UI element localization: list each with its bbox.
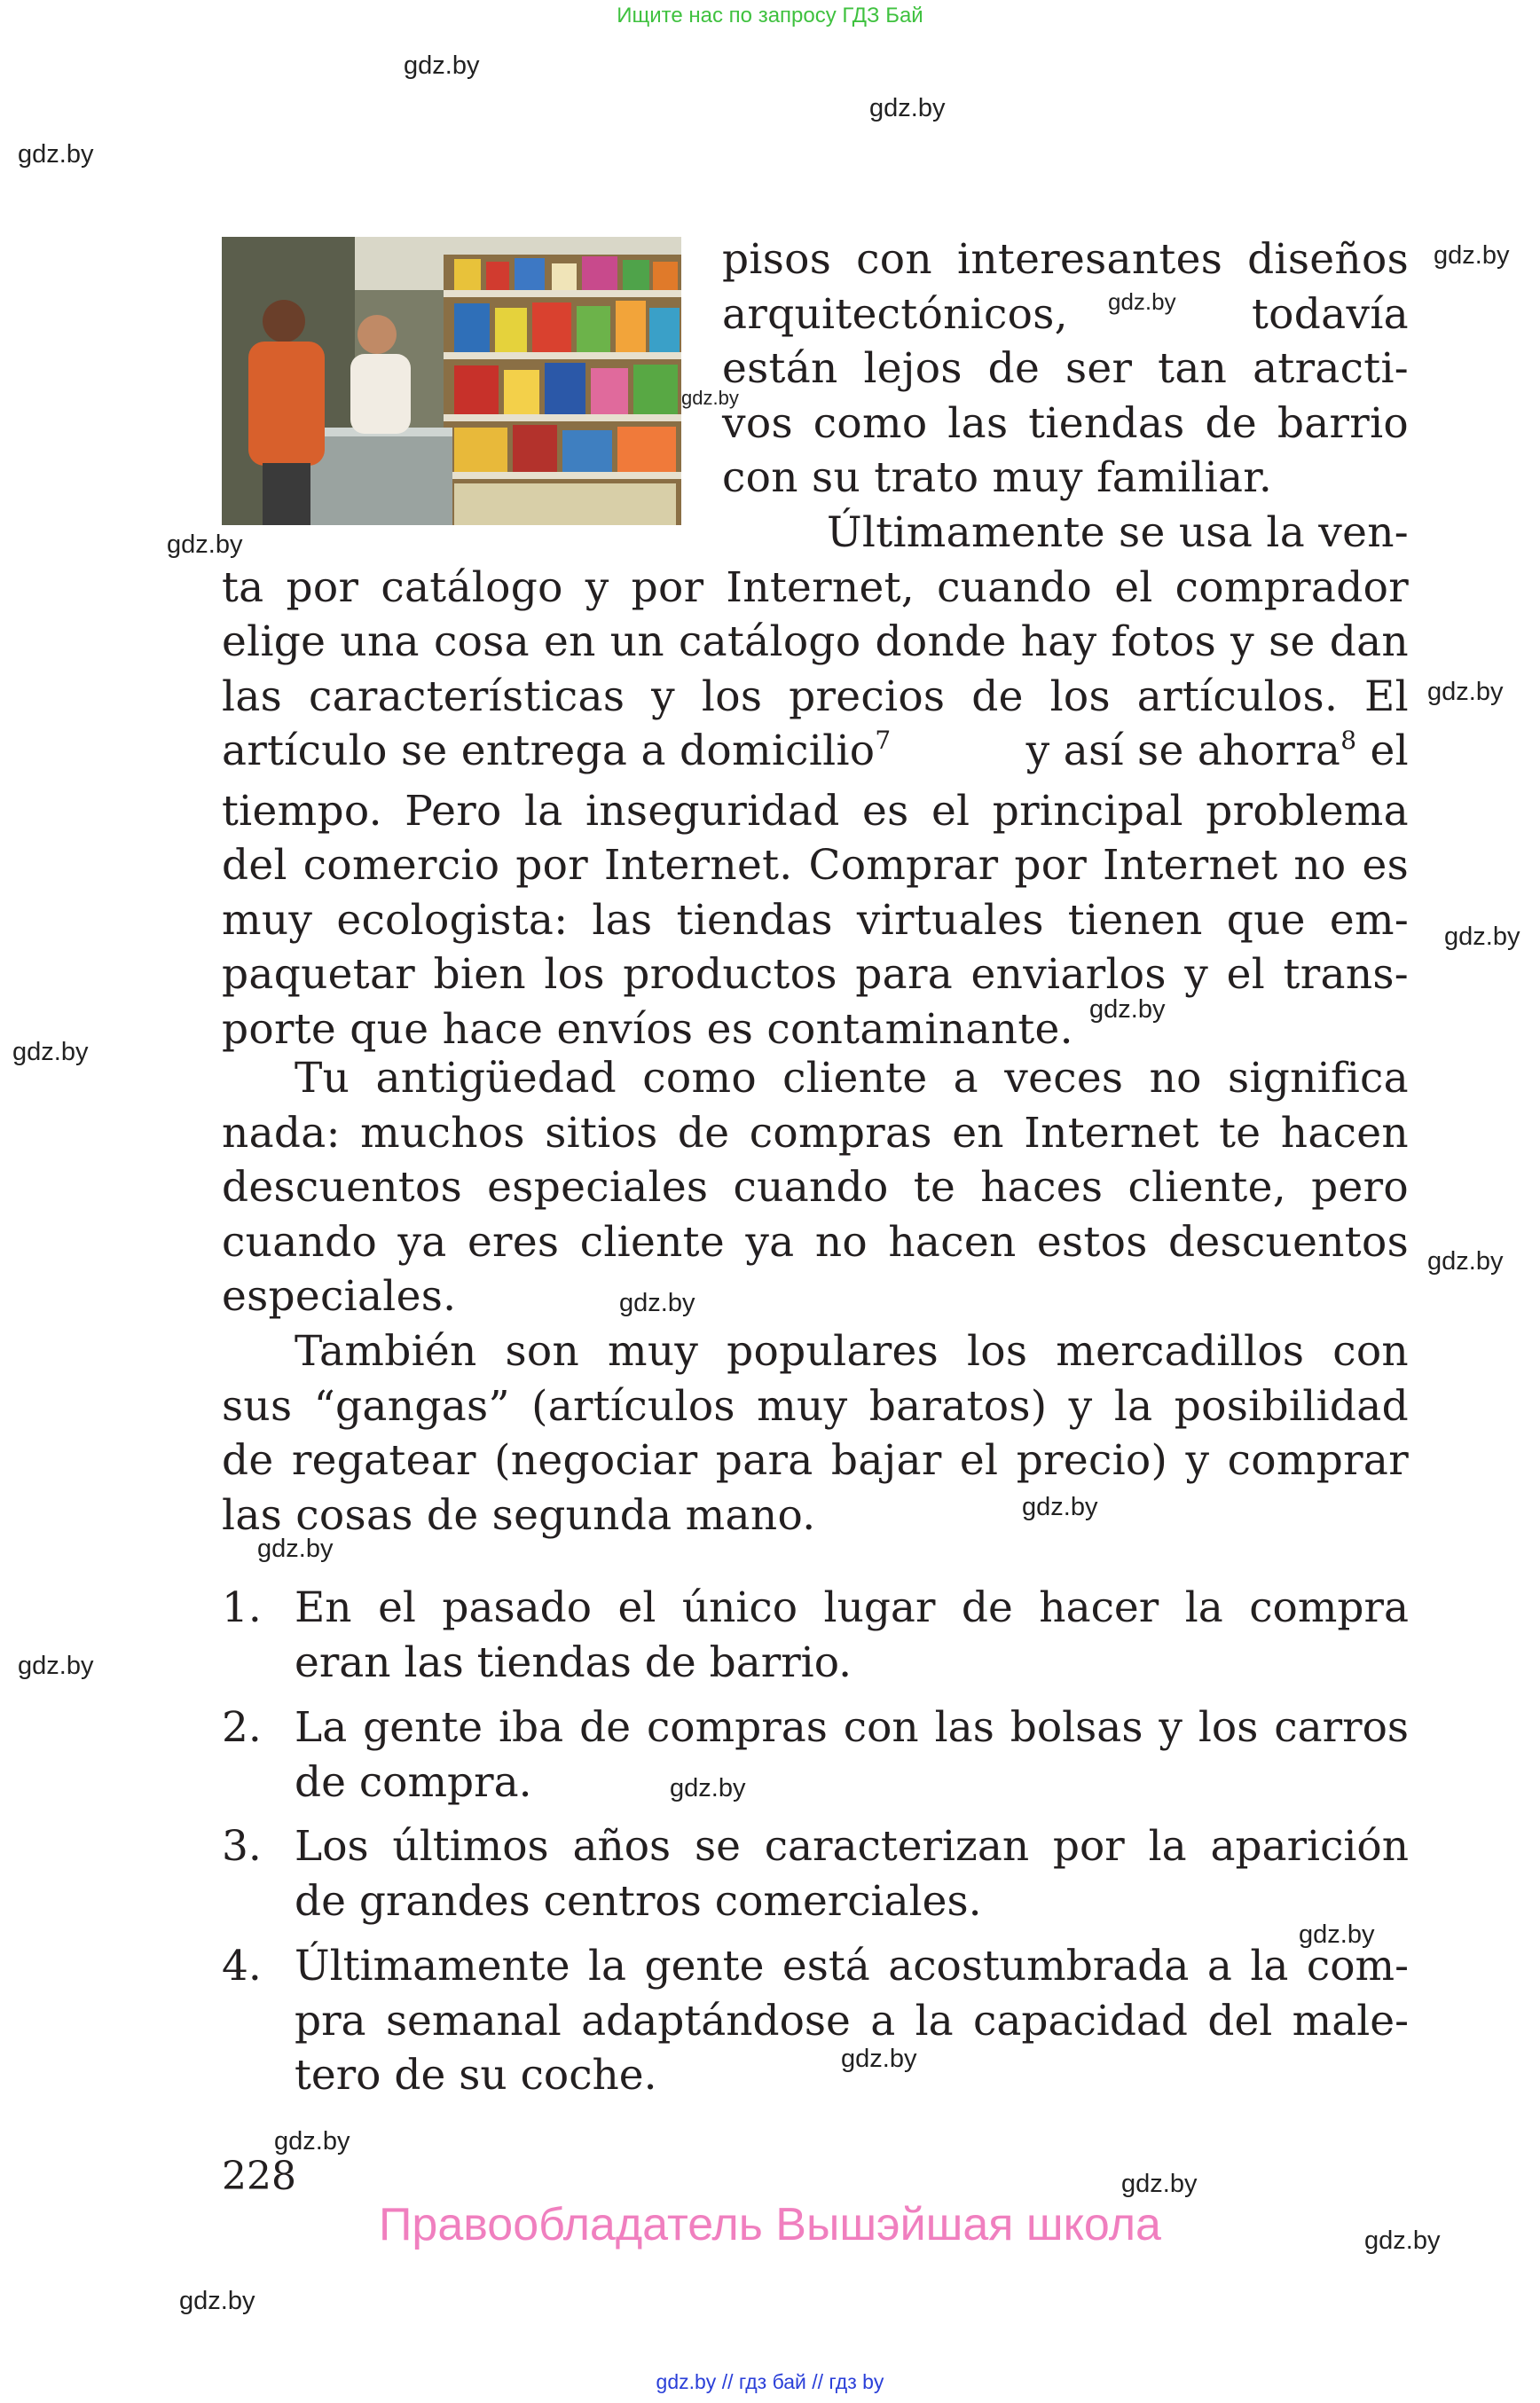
shop-photo xyxy=(222,237,681,525)
text-line: sus “gangas” (artículos muy baratos) y la posibilidad xyxy=(222,1381,1409,1431)
list-body xyxy=(295,1581,1409,1690)
text-line: Últimamente se usa la ven- xyxy=(827,508,1409,557)
list-number: 2. xyxy=(222,1703,262,1752)
text-line: elige una cosa en un catálogo donde hay fotos y se dan xyxy=(222,617,1409,666)
text-line: muy ecologista: las tiendas virtuales tienen que em- xyxy=(222,895,1409,945)
text-line: En el pasado el único lugar de hacer la compra xyxy=(295,1583,1409,1632)
watermark: gdz.by xyxy=(1364,2226,1441,2255)
text-line: ta por catálogo y por Internet, cuando el comprador xyxy=(222,562,1409,612)
text-line: cuando ya eres cliente ya no hacen estos descuentos xyxy=(222,1217,1409,1267)
watermark: gdz.by xyxy=(12,1038,89,1066)
text-line: con su trato muy familiar. xyxy=(722,453,1273,502)
text-line: de grandes centros comerciales. xyxy=(295,1876,982,1926)
text-line: Últimamente la gente está acostumbrada a la com- xyxy=(295,1942,1409,1991)
paragraph-1 xyxy=(222,506,1409,1056)
text-line: Tu antigüedad como cliente a veces no significa xyxy=(295,1054,1409,1103)
footnote-marker: 7 xyxy=(875,726,892,755)
text-line: También son muy populares los mercadillos con xyxy=(295,1327,1409,1376)
watermark: gdz.by xyxy=(1022,1493,1098,1521)
text-line: nada: muchos sitios de compras en Internet te hacen xyxy=(222,1108,1409,1158)
text-line: están lejos de ser tan atracti- xyxy=(722,344,1409,393)
text-fragment: y así se ahorra xyxy=(1025,726,1341,775)
text-line: del comercio por Internet. Comprar por Internet no es xyxy=(222,841,1409,890)
bottom-links[interactable]: gdz.by // гдз бай // гдз by xyxy=(656,2370,884,2393)
text-line xyxy=(222,724,1409,784)
shop-photo-illustration xyxy=(222,237,681,525)
paragraph-2 xyxy=(222,1051,1409,1324)
text-fragment xyxy=(222,724,892,784)
watermark: gdz.by xyxy=(257,1535,334,1563)
text-fragment: artículo se entrega a domicilio xyxy=(222,726,876,775)
watermark: gdz.by xyxy=(681,387,739,409)
text-line: eran las tiendas de barrio. xyxy=(295,1637,852,1687)
watermark: gdz.by xyxy=(1434,241,1510,270)
text-line: pra semanal adaptándose a la capacidad del male- xyxy=(295,1996,1409,2046)
text-line: de regatear (negociar para bajar el precio) y comprar xyxy=(222,1436,1409,1485)
watermark: gdz.by xyxy=(274,2127,350,2156)
text-line: las características y los precios de los artículos. El xyxy=(222,671,1409,721)
text-line: tiempo. Pero la inseguridad es el principal problema xyxy=(222,786,1409,836)
list-number: 3. xyxy=(222,1822,262,1871)
page-number: 228 xyxy=(222,2154,296,2199)
watermark: gdz.by xyxy=(670,1774,746,1802)
text-line xyxy=(722,287,1409,342)
watermark: gdz.by xyxy=(869,94,946,122)
text-line: especiales. xyxy=(222,1272,457,1321)
list-number: 4. xyxy=(222,1942,262,1991)
watermark: gdz.by xyxy=(18,140,94,169)
text-line: vos como las tiendas de barrio xyxy=(722,398,1409,448)
watermark: gdz.by xyxy=(179,2287,255,2315)
watermark: gdz.by xyxy=(404,51,480,80)
copyright-notice: Правообладатель Вышэйшая школа xyxy=(379,2199,1161,2250)
intro-text xyxy=(722,232,1409,506)
list-body xyxy=(295,1939,1409,2103)
text-fragment: el xyxy=(1356,726,1409,775)
watermark: gdz.by xyxy=(841,2045,917,2073)
watermark: gdz.by xyxy=(1427,1247,1504,1276)
top-banner[interactable]: Ищите нас по запросу ГДЗ Бай xyxy=(617,4,923,27)
text-line: paquetar bien los productos para enviarlos y el trans- xyxy=(222,950,1409,999)
watermark: gdz.by xyxy=(619,1289,695,1317)
watermark: gdz.by xyxy=(1299,1920,1375,1949)
text-line: pisos con interesantes diseños xyxy=(722,235,1409,284)
list-number: 1. xyxy=(222,1583,262,1632)
watermark: gdz.by xyxy=(1089,995,1166,1024)
text-fragment: todavía xyxy=(1252,289,1409,339)
watermark: gdz.by xyxy=(167,530,243,559)
list-body xyxy=(295,1819,1409,1928)
text-line: La gente iba de compras con las bolsas y los carros xyxy=(295,1703,1409,1752)
watermark: gdz.by xyxy=(1444,923,1520,951)
watermark: gdz.by xyxy=(18,1652,94,1680)
text-line: porte que hace envíos es contaminante. xyxy=(222,1004,1073,1054)
text-fragment: arquitectónicos, xyxy=(722,289,1068,339)
watermark: gdz.by xyxy=(1427,678,1504,706)
watermark: gdz.by xyxy=(1121,2170,1198,2198)
footnote-marker: 8 xyxy=(1340,726,1357,755)
paragraph-3 xyxy=(222,1324,1409,1543)
text-fragment xyxy=(1026,724,1409,784)
list-body xyxy=(295,1700,1409,1810)
text-line: las cosas de segunda mano. xyxy=(222,1490,816,1540)
text-line: Los últimos años se caracterizan por la aparición xyxy=(295,1822,1409,1871)
text-line: descuentos especiales cuando te haces cliente, pero xyxy=(222,1163,1409,1212)
text-line: de compra. xyxy=(295,1757,532,1807)
text-line: tero de su coche. xyxy=(295,2051,657,2100)
watermark: gdz.by xyxy=(1108,288,1176,315)
